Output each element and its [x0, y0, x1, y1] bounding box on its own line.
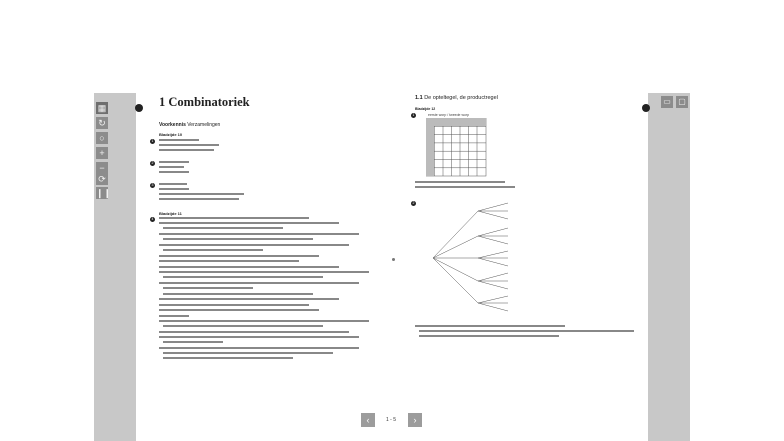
exercise-label: Bladzijde 11	[159, 211, 182, 216]
next-page-button[interactable]: ›	[408, 413, 422, 427]
left-page-marker-icon	[135, 104, 143, 112]
left-page	[150, 93, 388, 393]
question-bullet: 1	[412, 113, 415, 117]
question-bullet: 1	[151, 139, 154, 143]
right-toolbar	[648, 93, 690, 441]
question-bullet: 2	[151, 161, 154, 165]
circle-icon[interactable]: ○	[96, 132, 108, 144]
grid-caption: eerste worp / tweede worp	[428, 113, 470, 117]
section-heading	[159, 122, 220, 128]
question-bullet: 4	[151, 217, 154, 221]
pause-icon[interactable]: ❙❙	[96, 188, 112, 198]
refresh-icon[interactable]: ⟳	[96, 173, 108, 185]
page-center-marker	[392, 258, 395, 261]
chapter-title: 1 Combinatoriek	[159, 95, 250, 109]
page-icon[interactable]: ▭	[661, 96, 673, 108]
section-heading	[415, 95, 498, 101]
answer-lines	[415, 181, 525, 191]
right-page	[400, 93, 640, 393]
previous-page-button[interactable]: ‹	[361, 413, 375, 427]
question-bullet: 2	[412, 201, 415, 205]
section-title: Verzamelingen	[187, 122, 221, 128]
answer-lines	[415, 325, 640, 345]
right-page-marker-icon	[642, 104, 650, 112]
exercise-text-block	[159, 217, 384, 367]
grid-icon[interactable]: ▦	[97, 103, 107, 113]
section-title: De opteltegel, de productregel	[424, 95, 498, 101]
section-tag: Voorkennis	[159, 122, 186, 128]
tree-diagram	[428, 201, 528, 321]
exercise-label: Bladzijde 10	[159, 132, 183, 137]
section-number: 1.1	[415, 95, 423, 101]
outcome-grid	[426, 118, 488, 178]
exercise-label: Bladzijde 12	[415, 107, 436, 111]
plus-icon[interactable]: +	[96, 147, 108, 159]
folder-icon[interactable]: ▢	[676, 96, 688, 108]
left-toolbar	[94, 93, 136, 441]
question-bullet: 3	[151, 183, 154, 187]
rotate-icon[interactable]: ↻	[96, 117, 108, 129]
page-indicator: 1 - 5	[385, 417, 396, 423]
minus-icon[interactable]: −	[96, 162, 108, 174]
